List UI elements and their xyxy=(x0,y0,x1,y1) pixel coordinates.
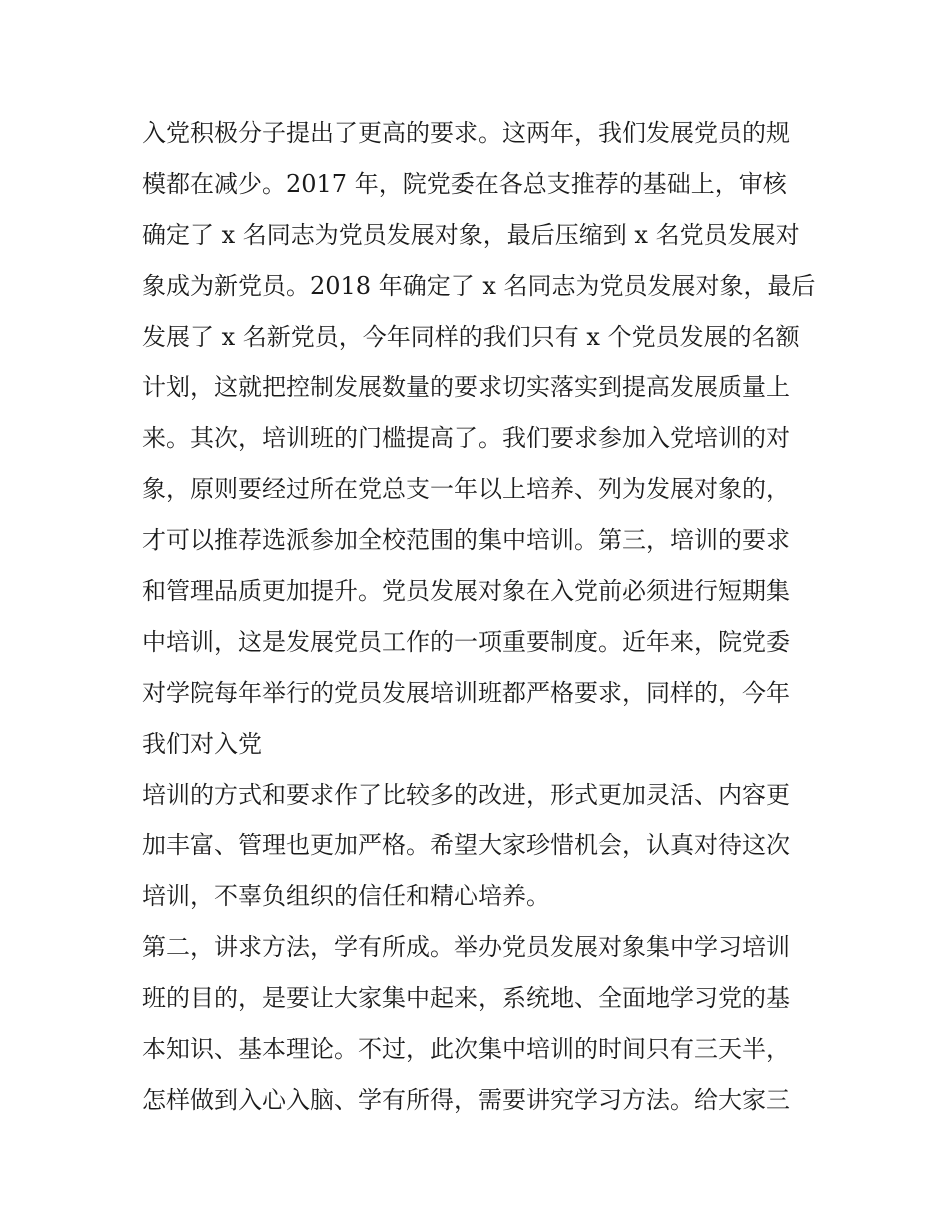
text-line: 发展了 x 名新党员，今年同样的我们只有 x 个党员发展的名额 xyxy=(142,322,800,351)
text-line: 入党积极分子提出了更高的要求。这两年，我们发展党员的规 xyxy=(142,119,790,147)
text-line: 和管理品质更加提升。党员发展对象在入党前必须进行短期集 xyxy=(142,577,790,606)
text-line: 培训的方式和要求作了比较多的改进，形式更加灵活、内容更 xyxy=(142,780,790,809)
text-line: 计划，这就把控制发展数量的要求切实落实到提高发展质量上 xyxy=(142,373,790,402)
text-line: 本知识、基本理论。不过，此次集中培训的时间只有三天半， xyxy=(142,1035,790,1064)
text-line: 培训，不辜负组织的信任和精心培养。 xyxy=(142,882,550,911)
text-line: 班的目的，是要让大家集中起来，系统地、全面地学习党的基 xyxy=(142,984,790,1013)
text-line: 象，原则要经过所在党总支一年以上培养、列为发展对象的， xyxy=(142,475,790,504)
text-line: 第二，讲求方法，学有所成。举办党员发展对象集中学习培训 xyxy=(142,933,790,962)
text-line: 象成为新党员。2018 年确定了 x 名同志为党员发展对象，最后 xyxy=(142,271,816,300)
text-line: 对学院每年举行的党员发展培训班都严格要求，同样的，今年 xyxy=(142,678,790,707)
text-line: 才可以推荐选派参加全校范围的集中培训。第三，培训的要求 xyxy=(142,526,790,555)
text-line: 来。其次，培训班的门槛提高了。我们要求参加入党培训的对 xyxy=(142,424,790,453)
text-line: 我们对入党 xyxy=(142,729,262,758)
text-line: 模都在减少。2017 年，院党委在各总支推荐的基础上，审核 xyxy=(142,169,787,198)
text-line: 中培训，这是发展党员工作的一项重要制度。近年来，院党委 xyxy=(142,627,790,656)
text-line: 加丰富、管理也更加严格。希望大家珍惜机会，认真对待这次 xyxy=(142,831,790,860)
text-line: 怎样做到入心入脑、学有所得，需要讲究学习方法。给大家三 xyxy=(142,1085,790,1114)
body-text xyxy=(142,108,822,1126)
text-line: 确定了 x 名同志为党员发展对象，最后压缩到 x 名党员发展对 xyxy=(142,220,800,249)
